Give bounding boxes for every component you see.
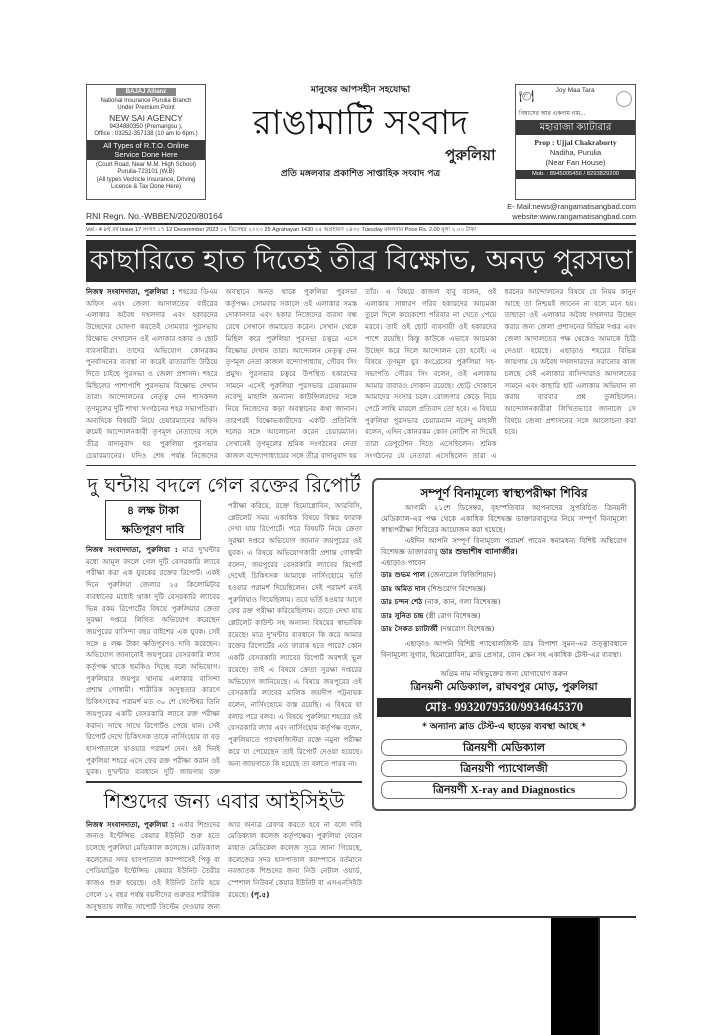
booking-info: অগ্রিম নাম নথিভুক্তের জন্য যোগাযোগ করুন xyxy=(440,668,568,678)
ad-intro-2: এইদিন আপনি সম্পূর্ণ বিনামূল্যে পরামর্শ পাবেন স্বনামধন্য বিশিষ্ট অস্থিরোগ বিশেষজ্ঞ ডাক্তারবাবু ডাঃ শুভাশীষ ব্যানার্জীর। xyxy=(381,536,627,557)
discount-note: * অন্যান্য ব্লাড টেস্ট-এ ছাড়ের ব্যবস্থা আছে * xyxy=(422,721,586,732)
ad-intro: আগামী ২১শে ডিসেম্বর, বৃহস্পতিবার আপনাদের সুপরিচিত ত্রিনয়নী মেডিক্যাল-এর পক্ষ থেকে একাধিক বিশেষজ্ঞ ডাক্তারবাবুদের নিয়ে সম্পূর্ণ বিনামূল্যে স্বাস্থ্যপরীক্ষা শিবিরের আয়োজন করা হয়েছে। xyxy=(381,503,627,535)
blood-report-article-body xyxy=(86,500,362,778)
contact-phone[interactable]: মোঃ- 9932079530/9934645370 xyxy=(377,698,631,717)
divider xyxy=(86,235,636,236)
byline: নিজস্ব সংবাদদাতা, পুরুলিয়া : xyxy=(86,545,178,555)
email[interactable]: E- Mail:news@rangamatisangbad.com xyxy=(507,202,636,211)
left-stories xyxy=(86,466,362,912)
caterer-name: মহারাজা ক্যাটারার xyxy=(516,120,635,135)
ad-also: এছাড়াও পাবেন xyxy=(381,558,426,568)
plate-icon: 🍽 xyxy=(519,89,535,103)
lead-headline: কাছারিতে হাত দিতেই তীব্র বিক্ষোভ, অনড় পুরসভা xyxy=(86,240,636,282)
doctor-item: ডাঃ সৈকত চ্যাটার্জী (দন্তরোগ বিশেষজ্ঞ) xyxy=(381,624,495,634)
doctor-item: ডাঃ চন্দন শেঠ (নাক, কান, গলা বিশেষজ্ঞ) xyxy=(381,597,501,607)
rni-number: RNI Regn. No.-WBBEN/2020/80164 xyxy=(86,211,223,221)
ad-phone: 9434880350 (Premangsu ), xyxy=(109,123,183,130)
continued-page: (পৃ.৫) xyxy=(250,889,270,899)
brand-xray: ত্রিনয়ণী X-ray and Diagnostics xyxy=(381,781,627,799)
icu-headline: শিশুদের জন্য এবার আইসিইউ xyxy=(103,788,345,813)
ad-address: Purulia-723101 (W.B) xyxy=(117,169,175,176)
brand-pathology: ত্রিনয়ণী প্যাথোলজী xyxy=(381,760,627,777)
tagline: মানুষের আপসহীন সহযোদ্ধা xyxy=(310,85,411,95)
registration-row xyxy=(86,202,636,222)
rto-banner: All Types of R.T.O. Online Service Done Here xyxy=(87,140,205,160)
callout-amount: ৪ লক্ষ টাকা xyxy=(127,504,179,518)
masthead xyxy=(86,84,636,200)
issue-line: Vol - 4 ৪র্থ বর্ষ Issue 17 সংখ্যা ১৭ 12 Decemmber 2023 ১২ ডিসেম্বর ২০২৩ 25 Agrahayan 1430 ২৫ অগ্রহায়ণ ১৪৩০ Tuesday মঙ্গলবার Price Rs. 2.00 মূল্য ২.০০ টাকা xyxy=(86,227,476,233)
newspaper-title: রাঙামাটি সংবাদ xyxy=(253,103,468,143)
publication-frequency: প্রতি মঙ্গলবার প্রকাশিত সাপ্তাহিক সংবাদ পত্র xyxy=(280,169,441,179)
proprietor: Prop : Ujjal Chakraborty xyxy=(534,138,617,148)
callout-text: ক্ষতিপূরণ দাবি xyxy=(121,523,185,537)
ad-address: (Near Fan House) xyxy=(545,158,606,168)
ad-address: Nadiha, Purulia xyxy=(549,148,602,158)
compensation-callout xyxy=(105,500,201,540)
doctor-item: ডাঃ সুনিত চন্দ্র (স্ত্রী রোগ বিশেষজ্ঞ) xyxy=(381,610,481,620)
brand-medical: ত্রিনয়ণী মেডিক্যাল xyxy=(381,739,627,756)
bajaj-allianz-logo: BAJAJ Allianz xyxy=(116,88,176,96)
article-text: এবার শিশুদের জন্যও ইন্টেন্সিভ কেয়ার ইউনিট শুরু হতে চলেছে পুরুলিয়া মেডিক্যাল কলেজে। মেডিক্যাল কলেজের সদর হাসপাতাল ক্যাম্পাসেই পিকু বা পেডিয়াট্রিক ইন্টেন্সিভ কেয়ার ইউনিট তৈরীর কাজও শুরু হয়েছে। ওই ইউনিট তৈরি হয়ে গেলে ১২ বছর পর্যন্ত বয়সীদের গুরুতর শারীরিক অসুস্থতায় লাইভ সাপোর্ট সিস্টেম দেওয়ার জন্য আর অন্যত্র রেফার করতে হবে না বলে দাবি মেডিক্যাল কলেজ কর্তৃপক্ষের। পুরুলিয়া দেবেন মাহাত মেডিকেল কলেজ সূত্রে জানা গিয়েছে, কলেজের সদর হাসপাতাল ক্যাম্পাসে বর্তমানে নবজাতক শিশুদের জন্য নিউ নেটাল ওয়ার্ড, স্পেশাল নিউবর্ন কেয়ার ইউনিট বা এসএনসিইউ রয়েছে। xyxy=(86,819,362,911)
place-name: পুরুলিয়া xyxy=(445,146,496,164)
scan-artifact-bar xyxy=(551,918,600,1035)
lower-section xyxy=(86,466,636,912)
lead-article-body xyxy=(86,286,636,462)
masthead-center xyxy=(216,84,506,181)
left-advertisement xyxy=(86,84,206,200)
pathology-info: এছাড়াও আপনি বিশিষ্ট প্যাথোলজিস্ট ডাঃ বিপাশা সুমন-এর তত্ত্বাবধানে বিনামূল্যে সুগার, হিমোগ্লোবিন, ব্লাড প্রেসার, বোন স্কেন সহ একাধিক টেস্ট-এর ব্যবস্থা। xyxy=(381,638,627,659)
article-text: শহরের ডিএম অফিস এবং জেলা আদালতের বাইরের এলাকার অবৈধ দখলদার এবং হকারদের উচ্ছেদের ঘোষণা করতেই সোমবার পুরসভায় বিক্ষোভ দেখালেন ওই এলাকার হকার ও ছোট ব্যবসায়ীরা। তাদের অভিযোগ কোনরকম পুনর্বাসনের ব্যবস্থা না করেই রাতারাতি উঠিয়ে দিতে চাইছে পুরসভা ও জেলা প্রশাসন। শহরে মিছিলের পাশাপাশি পুরসভায় বিক্ষোভ দেখান তারা। আন্দোলনের নেতৃত্ব দেন শাসকদল তৃণমূলের দুটি শাখা সংগঠনের শহর সভাপতিরা। অন্যদিকে বিষয়টি নিয়ে চেয়ারম্যানের অফিস রুমেই আন্দোলনকারী তৃণমূল নেতাদের সঙ্গে তীব্র বাদানুবাদ হয় পুরুলিয়া পুরসভার চেয়ারম্যানের। যদিও শেষ পর্যন্ত নিজেদের অবস্থানে অনড় থাকে পুরুলিয়া পুরসভা কর্তৃপক্ষ। সোমবার সকালে ওই এলাকার সমস্ত দোকানদার এবং হকার নিজেদের ব্যবসা বন্ধ রেখে সেখানে জমায়েত করেন। সেখান থেকে মিছিল করে পুরুলিয়া পুরসভা চত্বরে এসে বিক্ষোভ দেখান তারা। আন্দোলন নেতৃত্ব দেন তৃণমূল নেতা কাজল বন্দ্যোপাধ্যায়, গৌরব সিং প্রমুখ। পুরসভার চত্বরে উপস্থিত হকারদের সামনে এসেই পুরুলিয়া পুরসভার চেয়ারম্যান নবেন্দু মাহালি অন্যান্য কাউন্সিলরদের সঙ্গে নিয়ে নিজেদের কড়া অবস্থানের কথা জানান। তারপরই বিক্ষোভকারীদের একটি প্রতিনিধি দলের সঙ্গে আলোচনা করেন চেয়ারম্যান। সেখানেই তৃণমূলের শ্রমিক সংগঠনের নেতা কাজল বন্দ্যোপাধ্যায়ের সঙ্গে তীব্র বাদানুবাদ হয় তাঁর। এ বিষয়ে কাজল বাবু বলেন, ওই এলাকায় সাধারণ গরিব হকারদের আচমকা তুলে দিলে কয়েকশো পরিবার না খেতে পেয়ে মরবে। তাই ওই ছোট ব্যবসায়ী ওই হকারদের পাশে রয়েছি। কিন্তু কাউকে এভাবে আচমকা উচ্ছেদ করে দিলে আন্দোলন তো হবেই। এ বিষয়ে তৃণমূল যুব কংগ্রেসের পুরুলিয়া সহ-সভাপতি গৌরব সিং বলেন, ওই এলাকায় আমার বাবারও দোকান রয়েছে। ছোট্ট দোকানে আমাদের সংসার চলে। রোজগার কেড়ে নিয়ে পেটে লাথি মারলে প্রতিবাদ তো হবে। এ বিষয়ে পুরুলিয়া পুরসভার চেয়ারম্যান নবেন্দু মাহালী বলেন, এদিন কোনরকম কোন নোটিশ না দিয়েই তারা ডেপুটেশন দিতে এসেছিলেন। শ্রমিক সংগঠনের যে নেতারা এসেছিলেন তারা এ ধরনের আন্দোলনের বিষয়ে যে নিয়ম কানুন আছে তা নিশ্চয়ই জানেন না বলে মনে হয়। তাছাড়া ওই এলাকার অবৈধ দখলদার উচ্ছেদ করার জন্য জেলা প্রশাসনের বিভিন্ন দপ্তর এবং জেলা আদালতের পক্ষ থেকেও আমাকে চিঠি দেওয়া হয়েছে। এছাড়াও শহরের বিভিন্ন জায়গায় যে অবৈধ দখলদারদের সরানোর কাজ চলছে সেই এলাকার বাসিন্দারাও আদালতের সামনে এবং কাছারি হাট এলাকায় অভিযান না করায় বারবার প্রশ্ন তুলছিলেন। আন্দোলনকারীরা লিখিতভাবে জানালে সে বিষয়ে জেলা প্রশাসনের সঙ্গে আলোচনা করা হবে। xyxy=(86,287,636,460)
ad-mobile: Mob. : 8945005456 / 8293829200 xyxy=(516,170,635,179)
article-text: মাত্র দু'ঘন্টার মধ্যে আমূল বদলে গেল দুটি বেসরকারি ল্যাবে পরীক্ষা করা এক যুবকের রক্তের রিপোর্ট। একই দিনে পুরুলিয়া জেলার ২৫ কিলোমিটার ব্যবধানের মধ্যেই থাকা দুটি বেসরকারি ল্যাবের ভিন্ন রকম রিপোর্টের বিষয়ে পুরুলিয়ার ক্রেতা সুরক্ষা দপ্তরে লিখিত অভিযোগ করেছেন জয়পুরের বাসিন্দা বছর বাইশের এক যুবক। সেই সঙ্গে ৪ লক্ষ টাকা ক্ষতিপূরণও দাবি করেছেন। অভিযোগ জানানোই জয়পুরের বেসরকারি ল্যাব কর্তৃপক্ষ থাকে হুমকিও দিচ্ছে বলে অভিযোগ। পুরুলিয়ার জয়পুর থানায় এলাকার বাসিন্দা প্রশান্ত গোস্বামী। শারীরিক অসুস্থতার কারণে চিকিৎসকের পরামর্শ মত ৩০ শে সেপ্টেম্বর তিনি জয়পুরের একটি বেসরকারি ল্যাবে রক্ত পরীক্ষা করান। সাথে সাথে রিপোর্টও পেয়ে যান। সেই রিপোর্ট দেখে চিকিৎসক তাকে নার্সিংহোম বা বড় হাসপাতালে যাওয়ার পরামর্শ দেন। ওই দিনই পুরুলিয়া শহরে এসে ফের রক্ত পরীক্ষা করান ওই যুবক। দু'ঘন্টার ব্যবধানে দুটি জায়গায় রক্ত পরীক্ষা করিয়ে, রক্তে হিমোগ্লোবিন, আরবিসি, প্লেটলেট সময় একাধিক বিষয়ে বিস্তর ফারাক দেখা যায় রিপোর্টে। পরে বিষয়টি নিয়ে ক্রেতা সুরক্ষা দপ্তরে অভিযোগ জানান জয়পুরের ওই যুবক। এ বিষয়ে অভিযোগকারী প্রশান্ত গোস্বামী বলেন, জয়পুরের বেসরকারি ল্যাবের রিপোর্ট দেখেই চিকিৎসক আমাকে নার্সিংহোমে ভর্তি হওয়ার পরামর্শ দিয়েছিলেন। সেই পরামর্শ মতই পুরুলিয়াও গিয়েছিলাম। তবে ভর্তি হওয়ার আগে ফের রক্ত পরীক্ষা করিয়েছিলাম। তাতে দেখা যায় প্লেটলেট কাউন্ট সহ অন্যান্য বিষয়ের স্বাভাবিক রয়েছে। মাত্র দু'ঘন্টার ব্যবধানে কি করে আমার রক্তের রিপোর্টের এত ফারাক হতে পারে? কোন একটি বেসরকারি ল্যাবের রিপোর্ট অবশ্যই ভুল রয়েছে। তাই এ বিষয়ে ক্রেতা সুরক্ষা দপ্তরের অভিযোগ জানিয়েছে। এ বিষয়ে জয়পুরের ওই বেসরকারি ল্যাবের মালিক জয়দীপ পট্টনায়ক বলেন, নার্সিংহোমে ব্যস্ত রয়েছি। এ বিষয়ে যা বলার পরে বলব। এ বিষয়ে পুরুলিয়া শহরের ওই বেসরকারি ল্যাব এবং নার্সিংহোম কর্তৃপক্ষ বলেন, পুরুলিয়াতে প্যাথলজিস্টরা রক্তে নমুনা পরীক্ষা করে যা পেয়েছেন তাই রিপোর্ট দেওয়া হয়েছে। অন্য জায়গাতে কি হয়েছে তা বলতে পারব না। xyxy=(86,501,362,777)
ad-line: Under Premium Point xyxy=(117,105,175,112)
doctor-list xyxy=(381,568,627,636)
ad-top-text: Joy Maa Tara xyxy=(555,87,595,94)
icu-article-body xyxy=(86,819,362,913)
blood-report-headline: দু ঘন্টায় বদলে গেল রক্তের রিপোর্ট xyxy=(87,473,361,498)
byline: নিজস্ব সংবাদদাতা, পুরুলিয়া : xyxy=(86,819,175,829)
agency-name: NEW SAI AGENCY xyxy=(109,112,183,123)
ad-office: Office : 03252-357138 (10 am to 6pm.) xyxy=(94,130,198,137)
ad-address: (All types Vechicle Insurance, Driving Licence & Tax Done Here) xyxy=(96,176,196,191)
ad-line: National Insurance Purulia Branch xyxy=(100,98,192,104)
ad-slogan: বিশ্বাসের আর একনাম নাম... xyxy=(519,111,586,117)
doctor-item: ডাঃ শুভম পাল (জেনারেল ফিজিশিয়ান) xyxy=(381,570,496,580)
byline: নিজস্ব সংবাদদাতা, পুরুলিয়া : xyxy=(86,287,175,296)
lead-doctor: ডাঃ শুভাশীষ ব্যানার্জীর। xyxy=(440,547,518,557)
venue: ত্রিনয়নী মেডিক্যাল, রাঘবপুর মোড়, পুরুলিয়া xyxy=(410,680,598,693)
right-advertisement xyxy=(515,84,636,200)
doctor-item: ডাঃ অমিত দাস (শিশুরোগ বিশেষজ্ঞ) xyxy=(381,583,486,593)
ad-title: সম্পূর্ণ বিনামূল্যে স্বাস্থ্যপরীক্ষা শিবির xyxy=(420,486,588,501)
website[interactable]: website:www.rangamatisangbad.com xyxy=(512,212,636,221)
health-camp-advertisement xyxy=(372,478,636,811)
newspaper-page xyxy=(86,0,636,1035)
chef-icon xyxy=(616,91,632,107)
ad-address: (Court Road, Near M.M. High School) xyxy=(95,162,197,169)
